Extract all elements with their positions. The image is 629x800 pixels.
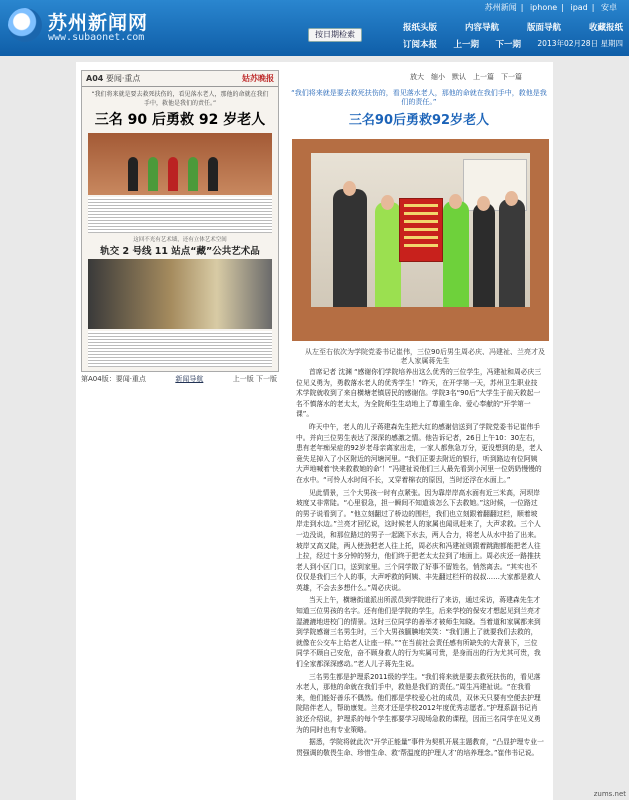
- thumb-text-block: [88, 197, 272, 233]
- thumb-footer: [81, 374, 277, 384]
- photo-head: [477, 196, 490, 211]
- article-photo-frame: [292, 139, 549, 341]
- thumb-person: [128, 157, 138, 191]
- zoom-out-button[interactable]: 缩小: [431, 73, 445, 81]
- photo-head: [505, 191, 518, 206]
- issue-date: 2013年02月28日 星期四: [537, 39, 623, 48]
- prev-article-link[interactable]: 上一篇: [473, 73, 494, 81]
- article-paragraph: 三名男生都是护理系2011级的学生。“我们将来就是要去救死扶伤的，看见落水老人，那他的命就在我们手中，救他是我们的责任。”周生冯建祉说。“在我看来，他们能好善乐不偶然。他们都是学校爱心社的成员，双休天只要有空便去护理院陪伴老人，帮助康复。兰亮才还是学校2012年度优秀志愿者。”护理系副书记肖波还介绍说，护理系的每个学生都要学习现场急救的课程，因而三名同学在见义勇为的同时也有专业策略。: [296, 672, 541, 734]
- article-photo: [311, 153, 530, 307]
- photo-head: [449, 194, 462, 209]
- article-lead: “我们将来就是要去救死扶伤的，看见落水老人，那他的命就在我们手中，救他是我们的责任。”: [291, 89, 547, 106]
- photo-person: [333, 189, 367, 307]
- nav-front-page[interactable]: 报纸头版: [403, 23, 438, 33]
- top-link-ipad[interactable]: ipad: [570, 3, 588, 12]
- thumb-banner: [168, 157, 178, 191]
- zoom-in-button[interactable]: 放大: [410, 73, 424, 81]
- page-thumbnail[interactable]: [81, 70, 279, 372]
- thumb-page-name: 要闻·重点: [105, 74, 141, 83]
- article-body: [296, 367, 544, 760]
- site-name[interactable]: 苏州新闻网: [48, 12, 149, 34]
- site-logo-icon[interactable]: [8, 8, 42, 42]
- next-page-link[interactable]: 下一版: [256, 375, 277, 383]
- nav-next-issue[interactable]: 下一期: [495, 40, 521, 50]
- article-title: 三名90后勇救92岁老人: [348, 113, 490, 128]
- photo-person: [375, 202, 401, 307]
- photo-person: [443, 201, 469, 307]
- photo-head: [343, 181, 356, 196]
- thumb-photo: [88, 133, 272, 195]
- thumb-person: [208, 157, 218, 191]
- article-paragraph: 首席记者 沈渊 “感谢你们学院培养出这么优秀的三位学生，冯建祉和周必庆三位见义勇为，勇救落水老人的优秀学生！”昨天，在开学第一天，苏州卫生职业技术学院就收到了来自横塘老镇居民的感谢信。学院3名“90后”大学生于前天救起一名不慎落水的老太太，为全院师生生动地上了尊重生命、爱心奉献的“开学第一课”。: [296, 368, 542, 419]
- site-url: www.subaonet.com: [48, 32, 145, 43]
- article-paragraph: 据悉，学院将就此次“开学正能量”事件为契机开展主题教育，“凸显护理专业一贯强调的敬畏生命、珍惜生命、救‘帮温度的护理人才’的培养理念。”崔伟书记说。: [296, 738, 544, 757]
- thumb-lead: “我们将来就是要去救死扶伤的，看见落水老人，那他的命就在我们手中，救他是我们的责任。”: [91, 91, 269, 107]
- nav-row-2: [403, 38, 623, 50]
- thumb-art-photo: [88, 259, 272, 329]
- top-link-iphone[interactable]: iphone: [529, 3, 558, 12]
- article-paragraph: 昨天中午，老人的儿子蒋建森先生把大红的感谢信送到了学院党委书记崔伟手中。并向三位男生表达了深深的感激之情。他告诉记者，26日上午10：30左右，患有老年痴呆症的92岁老母亲离家出走，一家人都焦急万分，更没想到的是，老人竟失足掉入了小区附近的河塘河里。“我们正要去附近的银行，听到路边有位阿姨大声地喊着‘快来救救她的命’！”冯建祉说他们三人最先看到小河里一位奶奶慢慢的在水中。“可怜人水时间不长，又穿着棉衣的原因，当时还浮在水面上。”: [296, 422, 543, 484]
- nav-subscribe[interactable]: 订阅本报: [403, 40, 438, 50]
- nav-favorite[interactable]: 收藏报纸: [588, 23, 623, 33]
- thumb-paper-logo: 姑苏晚报: [242, 74, 274, 83]
- photo-head: [381, 195, 394, 210]
- top-links: 苏州新闻 | iphone | ipad | 安卓: [481, 2, 621, 13]
- news-nav-link[interactable]: 新闻导航: [175, 375, 204, 383]
- photo-person: [499, 199, 525, 307]
- site-header: [0, 0, 629, 56]
- thumb-person: [148, 157, 158, 191]
- thumb-person: [188, 157, 198, 191]
- article-tools: [410, 72, 522, 82]
- next-article-link[interactable]: 下一篇: [501, 73, 522, 81]
- photo-red-banner: [399, 198, 443, 262]
- top-link-android[interactable]: 安卓: [601, 3, 617, 12]
- thumb-headline[interactable]: 三名 90 后勇救 92 岁老人: [94, 112, 266, 128]
- thumb-header: [82, 71, 278, 87]
- photo-caption: 从左至右依次为学院党委书记崔伟，三位90后男生周必庆、冯建祉、兰亮才及老人家属蒋先生: [305, 348, 545, 365]
- article-paragraph: 当天上午，横塘街道派出所派员到学院进行了来访，通过采访，蒋建森先生才知道三位男孩的名字。还有他们是学院的学生，后来学校的保安才想起见到兰亮才湿漉漉地进校门的情景。这时三位同学的善举才被师生知晓。当着道和家属都来到到学院感谢三名男生时，三个大男孩腼腆地笑笑：“我们遇上了就要我们去救的，就像在公交车上给老人让座一样。”“在当前社会责任感有所缺失的大背景下，三位同学不顾自己安危，奋不顾身救人的行为实属可贵，是身而出的行为尤其可贵，我们全家都深深感动。”老人儿子蒋先生说。: [296, 596, 541, 669]
- default-size-button[interactable]: 默认: [452, 73, 466, 81]
- watermark: zums.net: [593, 790, 626, 798]
- thumb-footer-page: 第A04版：要闻·重点: [81, 375, 146, 383]
- thumb-page-code: A04: [86, 74, 104, 83]
- nav-row-1: [403, 21, 623, 33]
- top-link-news[interactable]: 苏州新闻: [484, 3, 517, 12]
- article-paragraph: 见此情景，三个大男孩一时有点紧张。因为靠岸岸高水面有近三米高，河坝岸坡度又非常陡。“心里很急，担一瞬间不知道该怎么下去救她。”这时候，一位路过的男子说看到了。“他立刻翻过了桥边的围栏，我们也立刻跟着翻翻过栏，顺着坡岸走到水边。”兰亮才回忆说，这时候老人的家属也闻讯赶来了，大声求救。三个人一边没说，和那位路过的男子一起跳下水去，两人合力，将老人从水中抬了出来。坡岸又高又陡，两人使劲把老人往上托，周必庆和冯建祉则跟着跳跑都能把老人往上拉，经过十多分钟的努力，他们终于把老太太拉到了地面上。周必庆还一路推扶老人到小区门口，送到家里。三个同学散了好事不留姓名，悄然离去。“其实也不仅仅是我们三个人的事，大声呼救的阿姨、丰先翻过栏杆的叔叔……大家都是救人英雄，不会去多想什么。”周必庆说。: [296, 488, 541, 592]
- prev-page-link[interactable]: 上一版: [232, 375, 254, 383]
- thumb-text-block: [88, 331, 272, 367]
- date-search-button[interactable]: 按日期检索: [308, 28, 362, 42]
- nav-layout[interactable]: 版面导航: [526, 23, 561, 33]
- thumb-subhead: 这回不光有艺术墙，还有立体艺术空间: [133, 237, 227, 243]
- photo-person: [473, 203, 495, 307]
- epaper-page: [76, 62, 553, 800]
- nav-prev-issue[interactable]: 上一期: [453, 40, 479, 50]
- thumb-headline-2[interactable]: 轨交 2 号线 11 站点“藏”公共艺术品: [100, 246, 260, 257]
- nav-content[interactable]: 内容导航: [464, 23, 499, 33]
